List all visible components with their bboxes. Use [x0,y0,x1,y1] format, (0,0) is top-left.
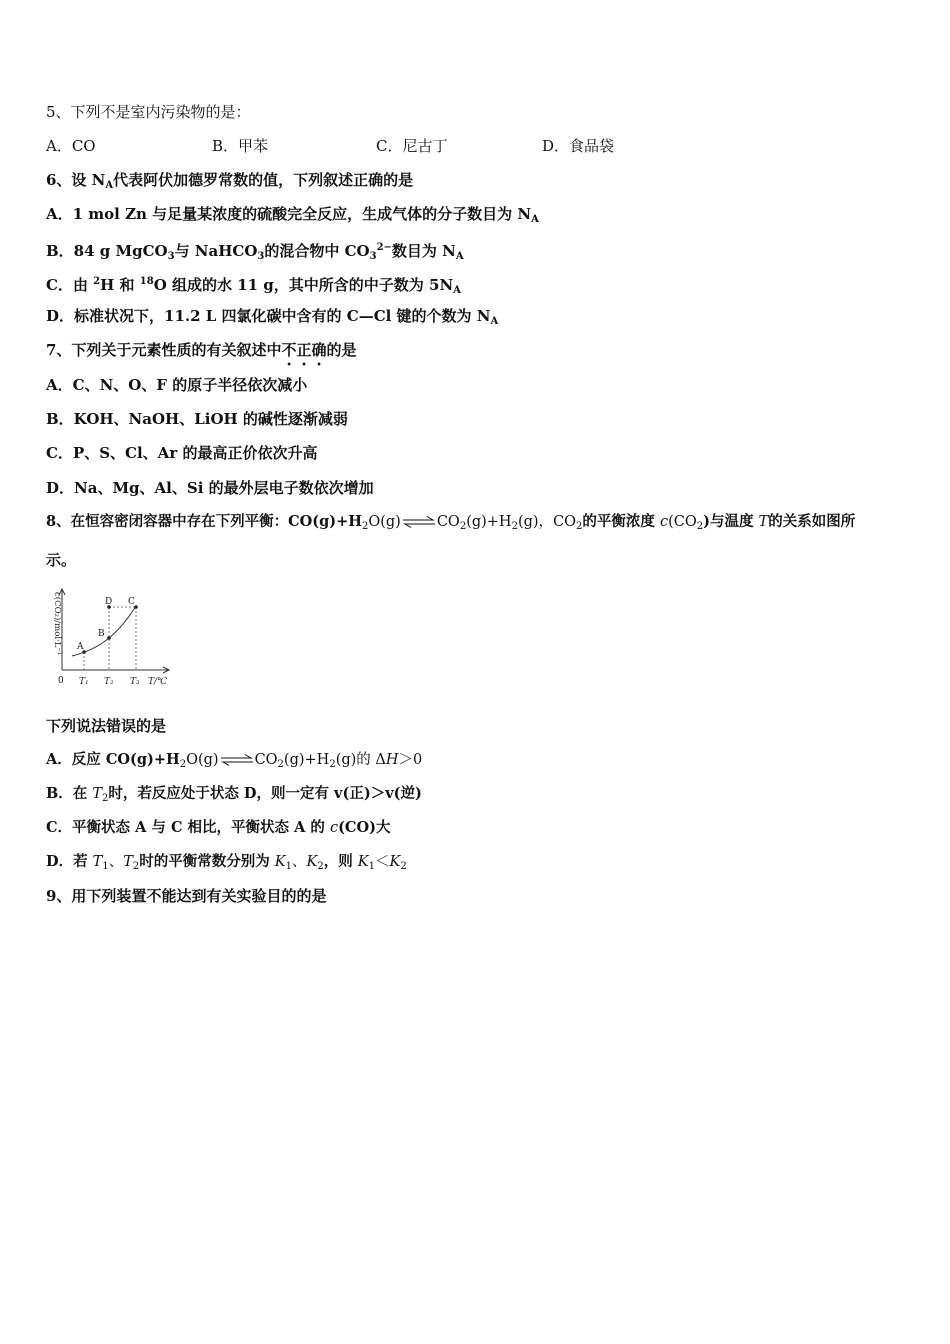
q5-option-a: A．CO [46,137,96,155]
q8-lead: 下列说法错误的是 [46,717,167,735]
x-tick-t2: T₂ [104,677,114,687]
q7-option-a: A．C、N、O、F 的原子半径依次减小 [46,376,308,394]
q7-stem: 7、下列关于元素性质的有关叙述中不正确的是 [46,341,357,359]
q5-option-d: D．食品袋 [542,137,615,155]
y-axis-label: c(CO₂)/mol·L⁻¹ [52,592,62,656]
equilibrium-arrow-icon [219,754,255,766]
point-b [107,636,111,640]
q7-option-b: B．KOH、NaOH、LiOH 的碱性逐渐减弱 [46,410,348,428]
point-label-d: D [105,597,113,607]
x-tick-0: 0 [58,676,64,686]
q7-option-c: C．P、S、Cl、Ar 的最高正价依次升高 [46,444,318,462]
q6-option-a: A．1 mol Zn 与足量某浓度的硫酸完全反应，生成气体的分子数目为 $N_A$ [46,205,539,225]
x-tick-t1: T₁ [79,677,89,687]
x-tick-t3: T₃ [130,677,140,687]
q8-option-a: A．反应 $CO(g)+H_2O(g)$ $CO_2(g)+H_2(g)$的 ΔH＞0 [46,751,423,770]
point-label-c: C [128,597,135,607]
q8-option-d: D．若 $T_1$、$T_2$时的平衡常数分别为 $K_1$、$K_2$，则 $K_1<K_2$ [46,853,407,872]
q7-emphasis-not-correct: 不正确 [281,341,327,359]
q8-stem-line2: 示。 [46,551,77,569]
point-label-a: A [77,642,84,652]
point-label-b: B [98,629,105,639]
q6-option-c: C．由 $^2$H 和 $^{18}$O 组成的水 11 g，其中所含的中子数为 $5N_A$ [46,276,461,296]
equilibrium-arrow-icon [401,516,437,528]
q9-stem: 9、用下列装置不能达到有关实验目的的是 [46,887,327,905]
q8-option-c: C．平衡状态 A 与 C 相比，平衡状态 A 的 c(CO)大 [46,819,391,836]
x-axis-label: T/℃ [148,677,168,687]
co2-concentration-chart [46,586,176,690]
q6-stem: 6、设 $N_A$代表阿伏加德罗常数的值，下列叙述正确的是 [46,171,414,191]
q7-option-d: D．Na、Mg、Al、Si 的最外层电子数依次增加 [46,479,374,497]
q6-option-d: D．标准状况下，11.2 L 四氯化碳中含有的 C—Cl 键的个数为 $N_A$ [46,307,499,327]
q5-option-b: B．甲苯 [212,137,269,155]
q8-stem-line1: 8、在恒容密闭容器中存在下列平衡：$CO(g)+H_2O(g)$ $CO_2(g)+H_2(g)$，$CO_2$的平衡浓度 $c(CO_2)$与温度 T的关系如图所 [46,513,856,532]
q5-options [46,136,906,156]
q5-stem: 5、下列不是室内污染物的是： [46,103,251,121]
q6-option-b: B．84 g MgCO$_3$与 NaHCO$_3$的混合物中 $CO_3^{2-}$数目为 $N_A$ [46,242,464,262]
q5-option-c: C．尼古丁 [376,137,448,155]
q8-option-b: B．在 $T_2$时，若反应处于状态 D，则一定有 v(正)＞v(逆) [46,785,422,804]
